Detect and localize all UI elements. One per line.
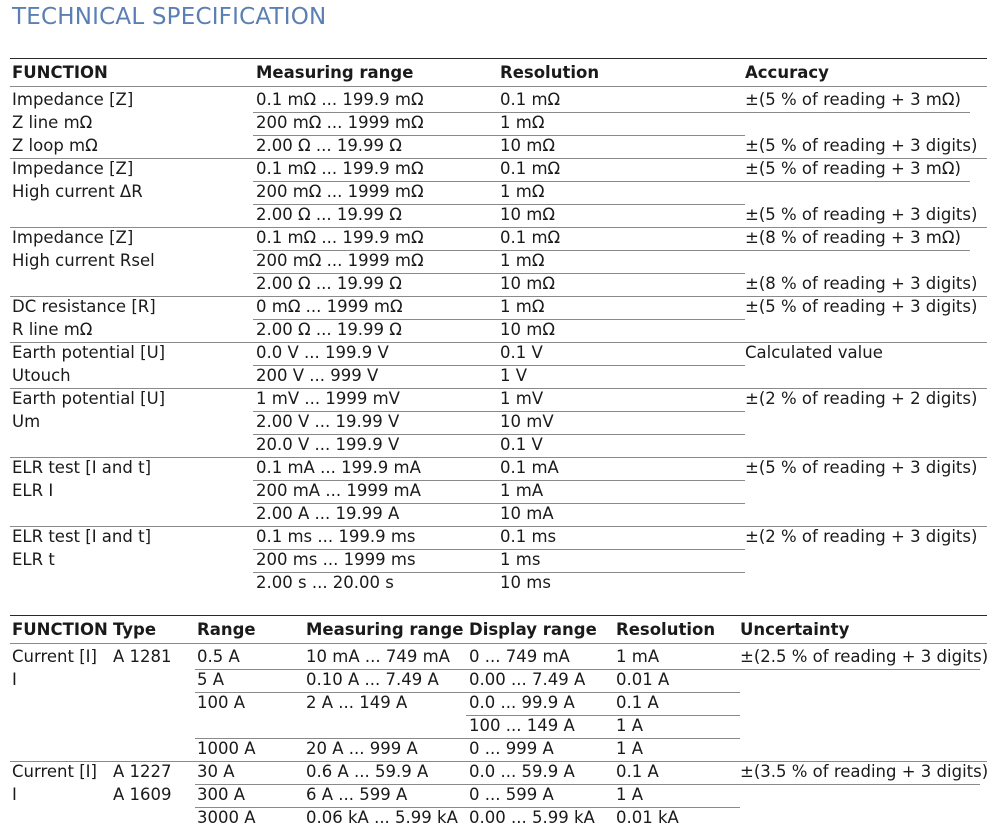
resolution-cell: 0.1 V [500, 343, 543, 362]
measuring-range-cell: 1 mV ... 1999 mV [256, 389, 400, 408]
row-divider [195, 784, 740, 785]
accuracy-cell: ±(5 % of reading + 3 mΩ) [745, 90, 961, 109]
measuring-range-cell: 2.00 Ω ... 19.99 Ω [256, 205, 402, 224]
display-range-cell: 0 ... 749 mA [469, 647, 570, 666]
measuring-range-cell: 0.0 V ... 199.9 V [256, 343, 389, 362]
row-divider [745, 181, 970, 182]
measuring-range-cell: 200 ms ... 1999 ms [256, 550, 416, 569]
measuring-range-cell: 0.1 ms ... 199.9 ms [256, 527, 416, 546]
function-label: DC resistance [R] [12, 297, 156, 316]
table2-header: Type [113, 620, 157, 639]
measuring-range-cell: 10 mA ... 749 mA [306, 647, 450, 666]
range-cell: 1000 A [197, 739, 256, 758]
table2-header: Display range [469, 620, 597, 639]
function-label: ELR test [I and t] [12, 527, 152, 546]
display-range-cell: 0 ... 599 A [469, 785, 554, 804]
accuracy-cell: ±(5 % of reading + 3 digits) [745, 297, 978, 316]
measuring-range-cell: 200 mΩ ... 1999 mΩ [256, 182, 424, 201]
resolution-cell: 1 ms [500, 550, 541, 569]
resolution-cell: 1 mΩ [500, 251, 545, 270]
row-divider [740, 669, 980, 670]
function-label: High current Rsel [12, 251, 155, 270]
range-cell: 100 A [197, 693, 246, 712]
measuring-range-cell: 2.00 Ω ... 19.99 Ω [256, 320, 402, 339]
measuring-range-cell: 2.00 s ... 20.00 s [256, 573, 394, 592]
resolution-cell: 1 mV [500, 389, 544, 408]
range-cell: 3000 A [197, 808, 256, 827]
function-label: Earth potential [U] [12, 389, 166, 408]
uncertainty-cell: ±(2.5 % of reading + 3 digits) [740, 647, 989, 666]
accuracy-cell: ±(8 % of reading + 3 mΩ) [745, 228, 961, 247]
resolution-cell: 1 mA [500, 481, 544, 500]
range-cell: 30 A [197, 762, 235, 781]
function-label: ELR I [12, 481, 54, 500]
measuring-range-cell: 200 mA ... 1999 mA [256, 481, 421, 500]
measuring-range-cell: 2.00 V ... 19.99 V [256, 412, 400, 431]
function-label: Current [I] [12, 762, 97, 781]
row-divider [740, 784, 980, 785]
measuring-range-cell: 200 mΩ ... 1999 mΩ [256, 251, 424, 270]
accuracy-cell: ±(5 % of reading + 3 mΩ) [745, 159, 961, 178]
resolution-cell: 1 mΩ [500, 182, 545, 201]
resolution-cell: 1 mΩ [500, 297, 545, 316]
measuring-range-cell: 200 V ... 999 V [256, 366, 379, 385]
resolution-cell: 0.1 V [500, 435, 543, 454]
resolution-cell: 1 V [500, 366, 528, 385]
uncertainty-cell: ±(3.5 % of reading + 3 digits) [740, 762, 989, 781]
display-range-cell: 0.0 ... 99.9 A [469, 693, 575, 712]
display-range-cell: 0 ... 999 A [469, 739, 554, 758]
display-range-cell: 0.0 ... 59.9 A [469, 762, 575, 781]
resolution-cell: 0.01 kA [616, 808, 679, 827]
function-label: Um [12, 412, 41, 431]
measuring-range-cell: 200 mΩ ... 1999 mΩ [256, 113, 424, 132]
measuring-range-cell: 0.6 A ... 59.9 A [306, 762, 429, 781]
resolution-cell: 10 mΩ [500, 274, 555, 293]
resolution-cell: 1 mΩ [500, 113, 545, 132]
measuring-range-cell: 0.1 mA ... 199.9 mA [256, 458, 421, 477]
function-label: Utouch [12, 366, 71, 385]
measuring-range-cell: 0.1 mΩ ... 199.9 mΩ [256, 90, 424, 109]
table1-header: FUNCTION [12, 63, 108, 82]
measuring-range-cell: 0.06 kA ... 5.99 kA [306, 808, 458, 827]
table-rule [10, 58, 987, 59]
measuring-range-cell: 0.10 A ... 7.49 A [306, 670, 439, 689]
table1-header: Accuracy [745, 63, 829, 82]
table2-header: Range [197, 620, 256, 639]
resolution-cell: 10 mA [500, 504, 554, 523]
page-title: TECHNICAL SPECIFICATION [12, 4, 327, 30]
table2-header: Uncertainty [740, 620, 850, 639]
resolution-cell: 10 mΩ [500, 205, 555, 224]
function-label: High current ΔR [12, 182, 143, 201]
resolution-cell: 1 A [616, 739, 644, 758]
range-cell: 300 A [197, 785, 246, 804]
row-divider [10, 643, 987, 644]
resolution-cell: 0.1 mΩ [500, 228, 561, 247]
function-label: Impedance [Z] [12, 90, 134, 109]
resolution-cell: 10 mΩ [500, 320, 555, 339]
function-label: Impedance [Z] [12, 159, 134, 178]
measuring-range-cell: 0 mΩ ... 1999 mΩ [256, 297, 403, 316]
accuracy-cell: ±(5 % of reading + 3 digits) [745, 205, 978, 224]
table2-header: Resolution [616, 620, 716, 639]
resolution-cell: 1 mA [616, 647, 660, 666]
display-range-cell: 0.00 ... 7.49 A [469, 670, 586, 689]
function-label: Z line mΩ [12, 113, 93, 132]
measuring-range-cell: 2.00 Ω ... 19.99 Ω [256, 136, 402, 155]
resolution-cell: 0.1 mΩ [500, 159, 561, 178]
measuring-range-cell: 0.1 mΩ ... 199.9 mΩ [256, 228, 424, 247]
type-cell: A 1227 [113, 762, 172, 781]
range-cell: 0.5 A [197, 647, 240, 666]
table2-header: FUNCTION [12, 620, 108, 639]
measuring-range-cell: 2 A ... 149 A [306, 693, 408, 712]
accuracy-cell: ±(5 % of reading + 3 digits) [745, 136, 978, 155]
accuracy-cell: ±(5 % of reading + 3 digits) [745, 458, 978, 477]
function-label: Impedance [Z] [12, 228, 134, 247]
resolution-cell: 0.1 A [616, 693, 659, 712]
type-cell: A 1609 [113, 785, 172, 804]
resolution-cell: 0.01 A [616, 670, 670, 689]
accuracy-cell: Calculated value [745, 343, 883, 362]
accuracy-cell: ±(8 % of reading + 3 digits) [745, 274, 978, 293]
resolution-cell: 0.1 mΩ [500, 90, 561, 109]
table1-header: Measuring range [256, 63, 414, 82]
table2-header: Measuring range [306, 620, 464, 639]
resolution-cell: 0.1 mA [500, 458, 559, 477]
row-divider [745, 112, 970, 113]
function-label: Z loop mΩ [12, 136, 98, 155]
resolution-cell: 10 ms [500, 573, 551, 592]
function-label: R line mΩ [12, 320, 93, 339]
row-divider [195, 738, 740, 739]
resolution-cell: 0.1 A [616, 762, 659, 781]
measuring-range-cell: 20.0 V ... 199.9 V [256, 435, 400, 454]
resolution-cell: 10 mΩ [500, 136, 555, 155]
row-divider [10, 86, 987, 87]
range-cell: 5 A [197, 670, 225, 689]
measuring-range-cell: 20 A ... 999 A [306, 739, 418, 758]
display-range-cell: 0.00 ... 5.99 kA [469, 808, 595, 827]
function-label: Earth potential [U] [12, 343, 166, 362]
measuring-range-cell: 6 A ... 599 A [306, 785, 408, 804]
resolution-cell: 1 A [616, 716, 644, 735]
table1-header: Resolution [500, 63, 600, 82]
resolution-cell: 1 A [616, 785, 644, 804]
resolution-cell: 0.1 ms [500, 527, 557, 546]
table-rule [10, 615, 987, 616]
function-label: ELR test [I and t] [12, 458, 152, 477]
type-cell: A 1281 [113, 647, 172, 666]
accuracy-cell: ±(2 % of reading + 3 digits) [745, 527, 978, 546]
measuring-range-cell: 2.00 A ... 19.99 A [256, 504, 400, 523]
function-label: I [12, 670, 17, 689]
resolution-cell: 10 mV [500, 412, 554, 431]
measuring-range-cell: 2.00 Ω ... 19.99 Ω [256, 274, 402, 293]
measuring-range-cell: 0.1 mΩ ... 199.9 mΩ [256, 159, 424, 178]
function-label: I [12, 785, 17, 804]
accuracy-cell: ±(2 % of reading + 2 digits) [745, 389, 978, 408]
function-label: Current [I] [12, 647, 97, 666]
row-divider [745, 250, 970, 251]
function-label: ELR t [12, 550, 55, 569]
display-range-cell: 100 ... 149 A [469, 716, 575, 735]
